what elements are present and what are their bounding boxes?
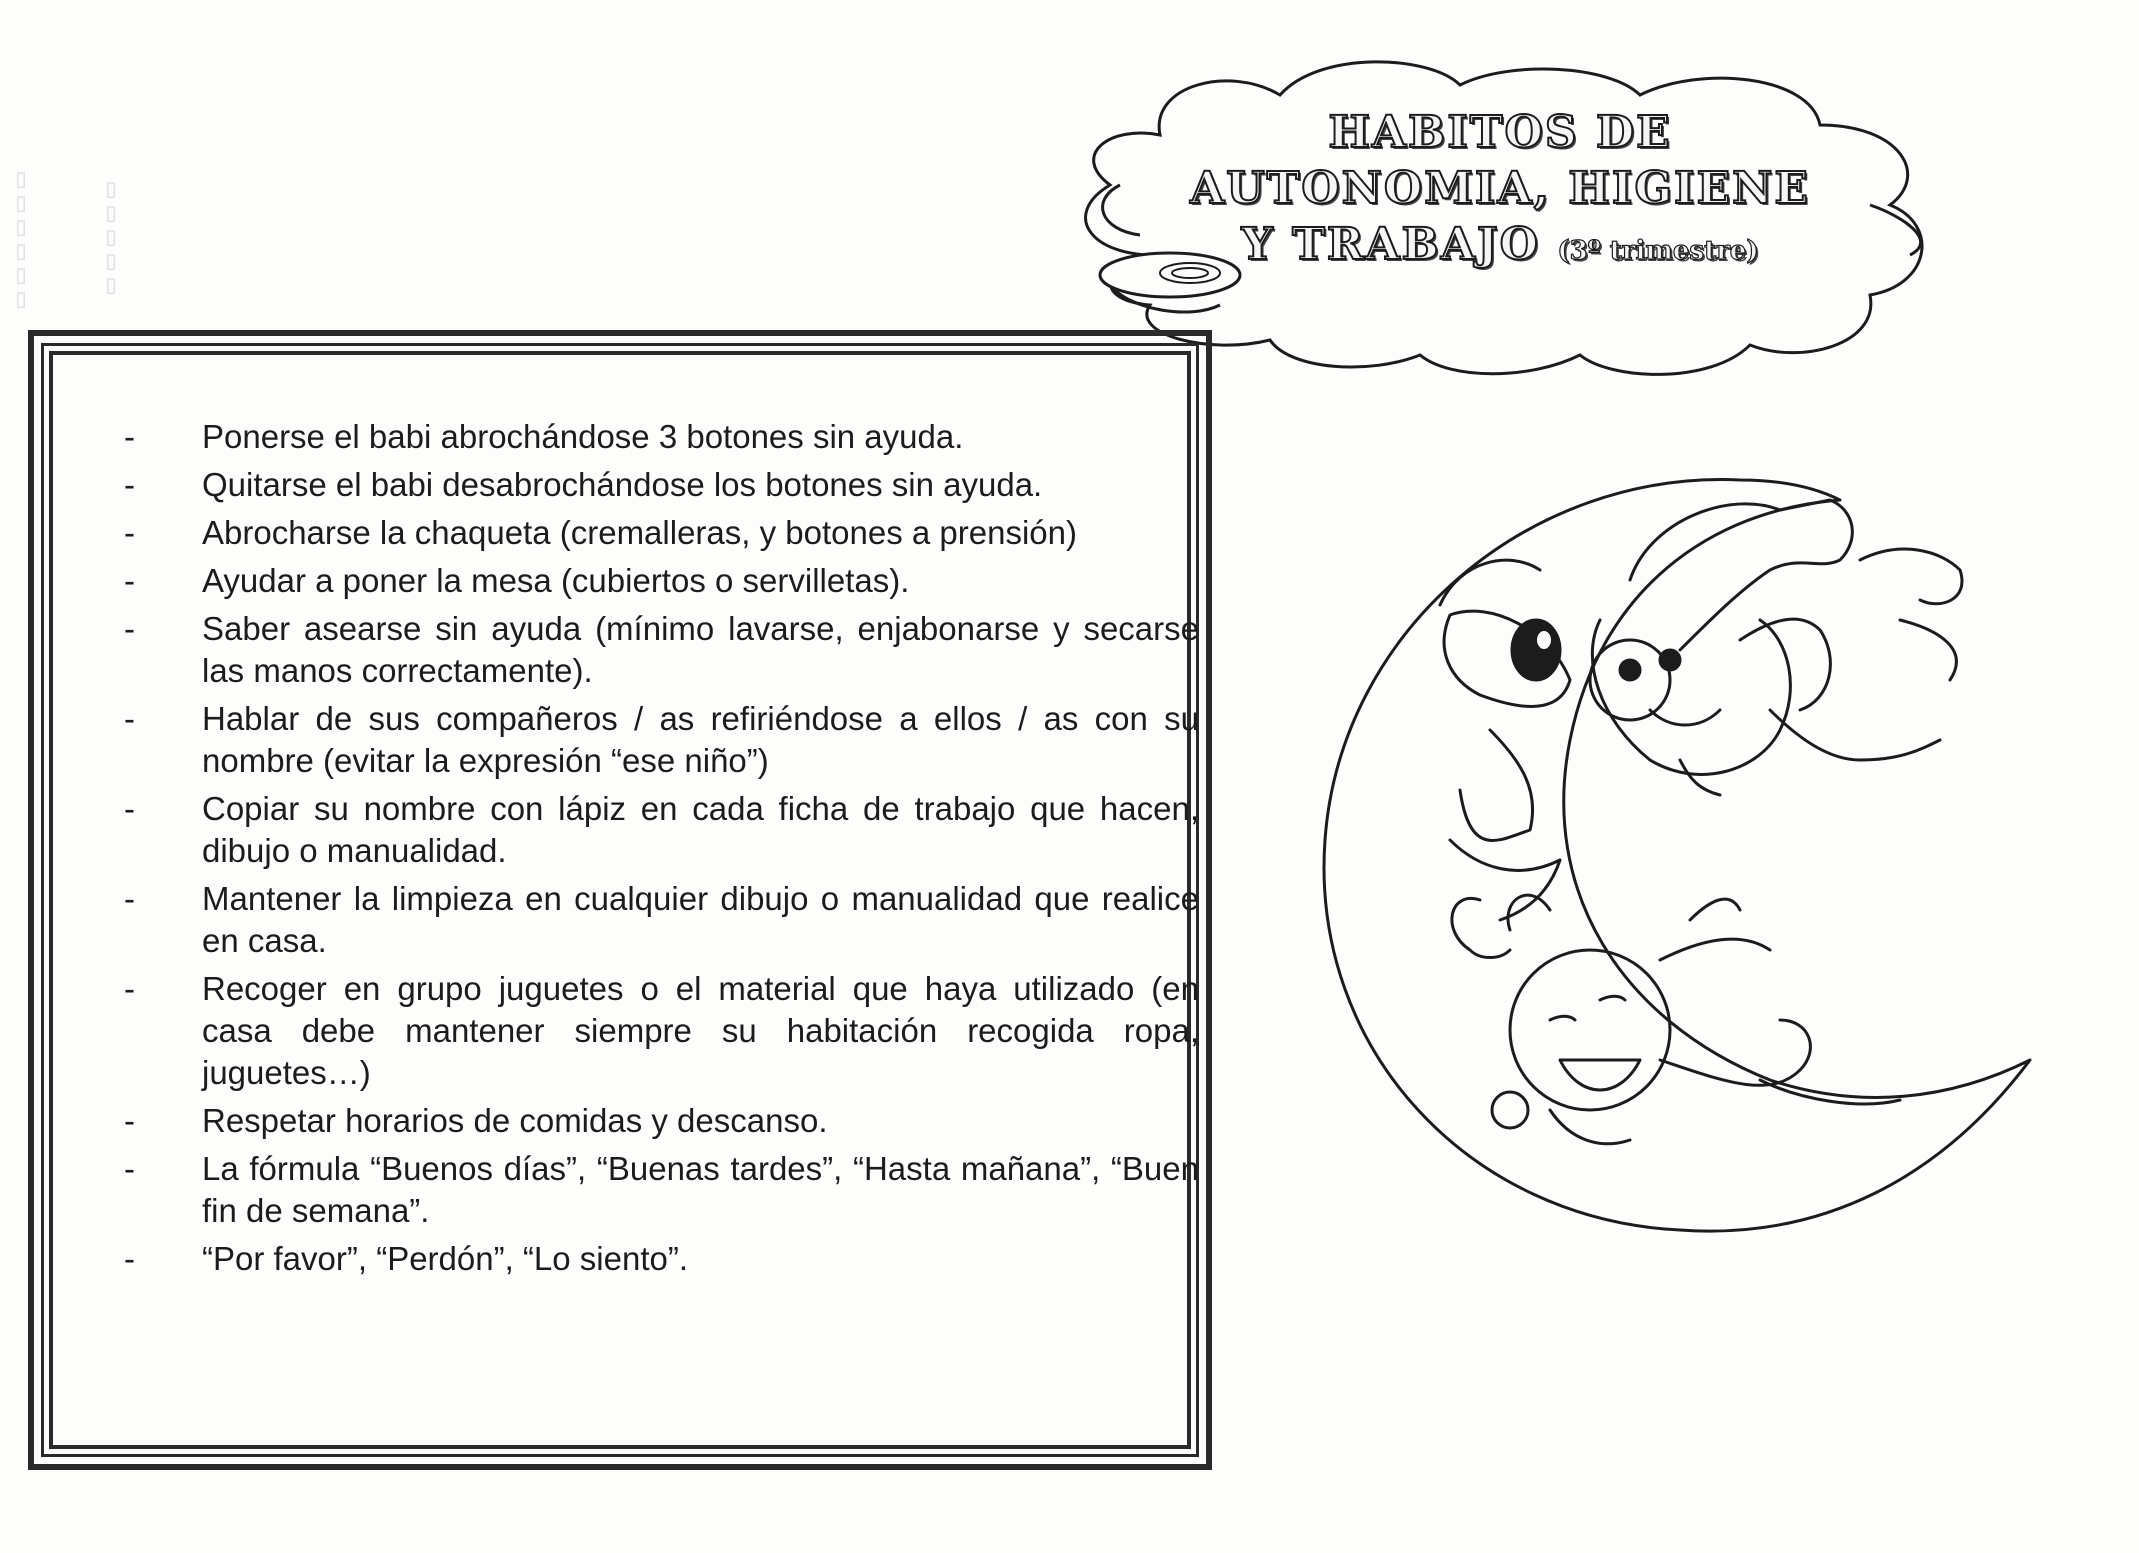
title-line-1: HABITOS DE <box>1328 107 1672 158</box>
list-item-text: “Por favor”, “Perdón”, “Lo siento”. <box>202 1240 689 1277</box>
bullet-dash: - <box>124 466 135 503</box>
title-trimester: (3º trimestre) <box>1557 236 1759 266</box>
list-item <box>124 1148 1199 1232</box>
list-item <box>124 416 1199 458</box>
bullet-dash: - <box>124 610 135 647</box>
list-item-text: Mantener la limpieza en cualquier dibujo o manualidad que realice en casa. <box>202 880 1199 959</box>
list-item-text: Saber asearse sin ayuda (mínimo lavarse, enjabonarse y secarse las manos correctamente). <box>202 610 1199 689</box>
list-item <box>124 1100 1199 1142</box>
list-item-text: Ayudar a poner la mesa (cubiertos o servilletas). <box>202 562 910 599</box>
list-item <box>124 464 1199 506</box>
bullet-dash: - <box>124 700 135 737</box>
bullet-dash: - <box>124 1240 135 1277</box>
bullet-dash: - <box>124 514 135 551</box>
bullet-dash: - <box>124 880 135 917</box>
bleed-through-marks: ▯▯▯▯▯▯ ▯▯▯▯▯ <box>11 170 123 314</box>
title-line-3-main: Y TRABAJO <box>1241 219 1541 270</box>
list-item-text: Respetar horarios de comidas y descanso. <box>202 1102 828 1139</box>
list-item <box>124 698 1199 782</box>
list-item <box>124 560 1199 602</box>
habits-list <box>124 416 1199 1286</box>
list-item-text: Quitarse el babi desabrochándose los botones sin ayuda. <box>202 466 1043 503</box>
title-line-3 <box>1000 217 2000 279</box>
bullet-dash: - <box>124 1102 135 1139</box>
list-item-text: Copiar su nombre con lápiz en cada ficha de trabajo que hacen, dibujo o manualidad. <box>202 790 1199 869</box>
list-item <box>124 512 1199 554</box>
list-item-text: Recoger en grupo juguetes o el material que haya utilizado (en casa debe mantener siempre su habitación recogida ropa, juguetes…) <box>202 970 1199 1091</box>
list-item <box>124 788 1199 872</box>
bullet-dash: - <box>124 790 135 827</box>
list-item <box>124 878 1199 962</box>
list-item-text: Hablar de sus compañeros / as refiriéndose a ellos / as con su nombre (evitar la expresión “ese niño”) <box>202 700 1199 779</box>
list-item <box>124 968 1199 1094</box>
list-item-text: Abrocharse la chaqueta (cremalleras, y botones a prensión) <box>202 514 1077 551</box>
title-line-2: AUTONOMIA, HIGIENE <box>1190 163 1810 214</box>
moon-with-babies-illustration <box>1300 460 2060 1250</box>
moon-with-babies-icon <box>1300 460 2060 1250</box>
list-item <box>124 1238 1199 1280</box>
list-item-text: La fórmula “Buenos días”, “Buenas tardes”, “Hasta mañana”, “Buen fin de semana”. <box>202 1150 1199 1229</box>
bullet-dash: - <box>124 418 135 455</box>
list-item <box>124 608 1199 692</box>
habits-frame <box>28 330 1212 1470</box>
bullet-dash: - <box>124 970 135 1007</box>
page-title <box>1000 105 2000 279</box>
bullet-dash: - <box>124 1150 135 1187</box>
bullet-dash: - <box>124 562 135 599</box>
list-item-text: Ponerse el babi abrochándose 3 botones sin ayuda. <box>202 418 964 455</box>
